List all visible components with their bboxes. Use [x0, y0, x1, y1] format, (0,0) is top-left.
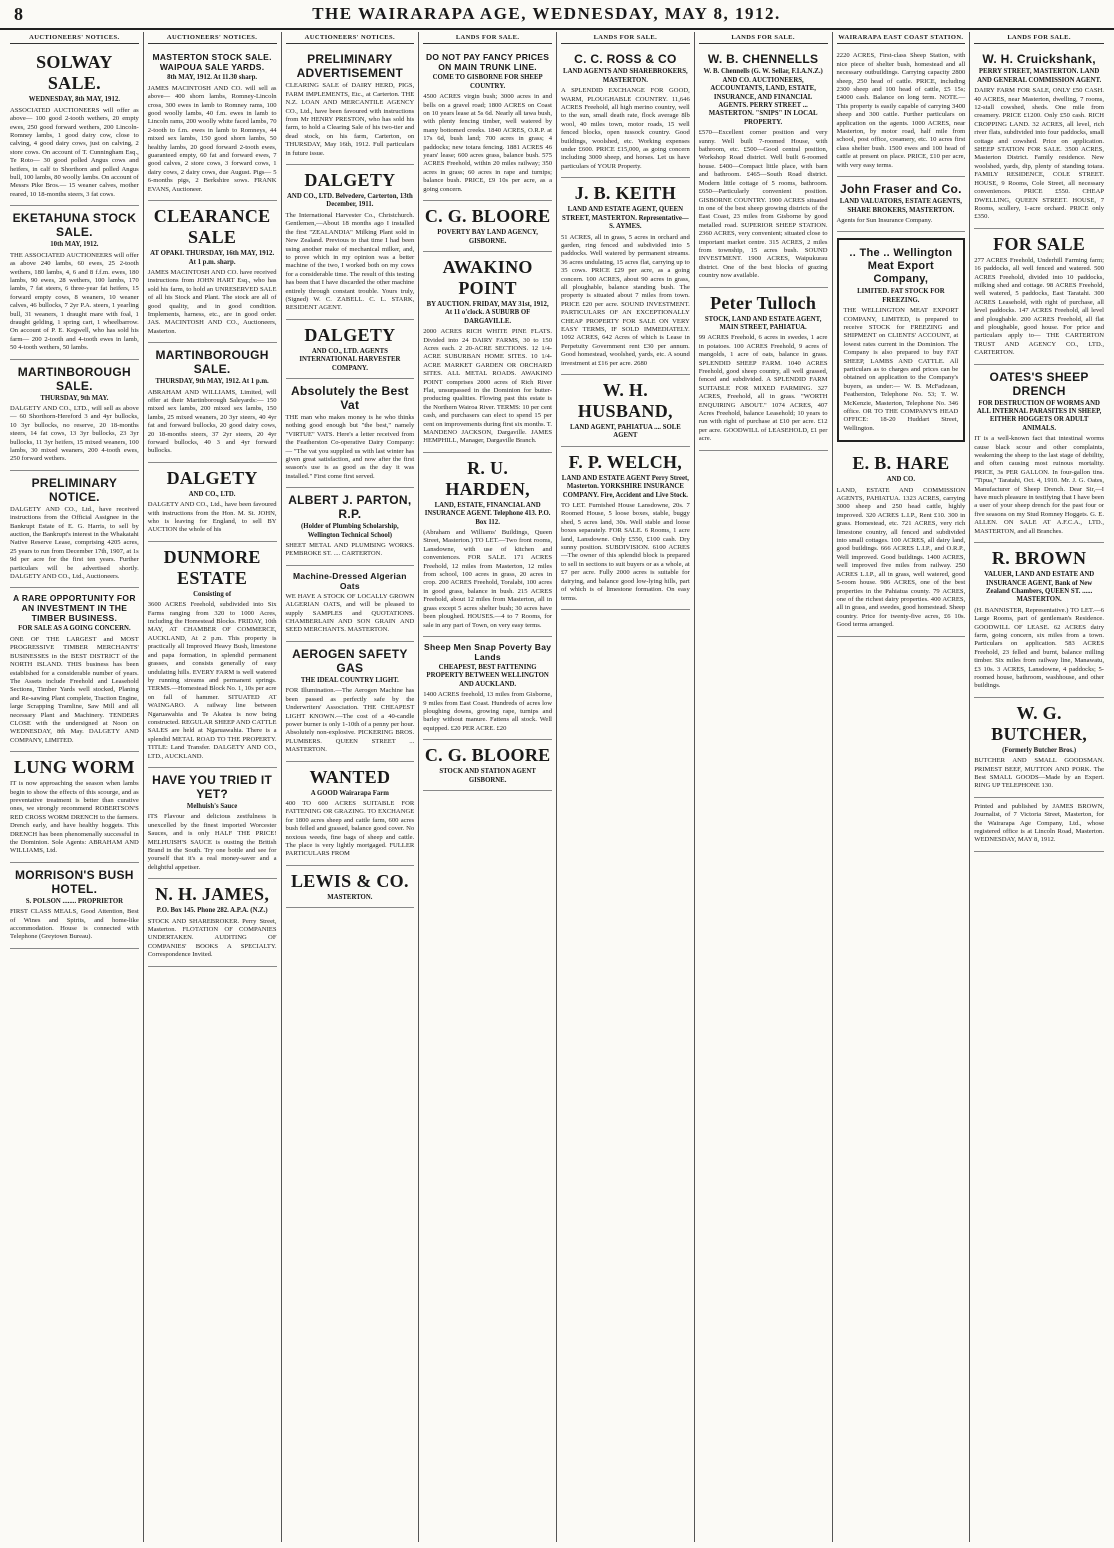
ad-body: DALGETY AND CO., Ltd., have been favoured with instructions from the Hon. M. St. JOHN, who is leaving for England, to sell BY AUCTION the whole of his: [147, 501, 277, 534]
ad-subtitle: LAND VALUATORS, ESTATE AGENTS, SHARE BROKERS, MASTERTON.: [839, 198, 962, 214]
advertisement: [974, 543, 1104, 698]
ad-subtitle: BY AUCTION. FRIDAY, MAY 31st, 1912, At 11 o'clock. A SUBURB OF DARGAVILLE.: [426, 300, 549, 325]
advertisement: [148, 343, 277, 463]
page-number: 8: [14, 3, 23, 24]
advertisement: [10, 206, 139, 359]
advertisement: [10, 863, 139, 949]
column-8: [970, 32, 1108, 1542]
column-heading: LANDS FOR SALE.: [561, 32, 690, 44]
advertisement: [423, 47, 552, 201]
ad-subtitle: VALUER, LAND AND ESTATE AND INSURANCE AGENT, Bank of New Zealand Chambers, QUEEN ST. ...... MASTERTON.: [984, 571, 1095, 604]
ad-body: DAIRY FARM FOR SALE, ONLY £50 CASH. 40 ACRES, near Masterton, dwelling, 7 rooms, 12-stall cowshed, sheds. One mile from creamery. PRICE £1200. Only £50 cash. RICH CROPPING LAND. 32 ACRES, all level, rich river flats, subdivided into four paddocks, small cottage and cowshed. Price on application. SHEEP STATION FOR SALE. 3500 ACRES, Masterton District. Family residence. New woolshed, yards, dip, plenty of standing totara. FAMILY RESIDENCE, COLE STREET. HOUSE, 9 Rooms, Cole Street, all necessary conveniences. PRICE £550. CHEAP DWELLING, QUEEN STREET. HOUSE, 7 Rooms, scullery, 1-acre orchard. PRICE only £350.: [974, 87, 1104, 221]
column-heading: WAIRARAPA EAST COAST STATION.: [837, 32, 966, 44]
advertisement: [148, 47, 277, 201]
ad-body: 51 ACRES, all in grass, 5 acres in orchard and garden, ring fenced and subdivided into 5 paddocks. Well watered by permanent streams. 36 acres undulating, 15 acres flat, carrying up to 35 cows. PRICE £29 per acre, as a going concern. 100 ACRES, about 90 acres in grass, all ploughable, balance standing bush. The property is situated about 7 miles from town. PRICE £20 per acre. SOUND INVESTMENT. PARTICULARS OF AN EXCEPTIONALLY CHEAP PROPERTY FOR SALE ON VERY EASY TERMS, IF SOLD IMMEDIATELY. 1092 ACRES, 642 Acres of which is Lease in Perpetuity Government rent £30 per annum. Good homestead, woolshed, yards, etc. A sound investment at £16 per acre. 2680: [561, 233, 690, 367]
ad-body: FIRST CLASS MEALS, Good Attention, Best of Wines and Spirits, and home-like accommodation. House is connected with Telephone (Greytown Bureau).: [10, 908, 139, 941]
ad-body: ASSOCIATED AUCTIONEERS will offer as above— 100 good 2-tooth wethers, 20 empty ewes, 250 good forward wethers, 200 Lincoln-Romney lambs, 1 good dairy cow, close to calving, 4 good dairy cows, just on calving, 2 store cows. On account of T. Cunningham Esq., Te Roto— 30 good polled Angus cows and heifers, in calf to Shorthorn and polled Angus bull, 100 lambs, 80 woolly lambs. On account of Messrs Pike Bros.— 15 weaner calves, mother reared, 10 18-months steers, 3 fat cows.: [10, 106, 139, 198]
ad-body: 1400 ACRES freehold, 13 miles from Gisborne, 9 miles from East Coast. Hundreds of acres low ploughing downs, growing rape, turnips and barley without manure. Fattens all stock. Well equipped. £20 PER ACRE. £20: [423, 691, 552, 732]
ad-subtitle: STOCK AND STATION AGENT GISBORNE.: [439, 768, 536, 784]
ad-title: MORRISON'S BUSH HOTEL.: [15, 867, 134, 896]
ad-subtitle: THURSDAY, 9th MAY.: [40, 394, 109, 402]
advertisement: [148, 542, 277, 768]
advertisement: [561, 47, 690, 178]
ad-body: 4500 ACRES virgin bush; 3000 acres in and bells on a gravel road; 1800 ACRES on Coast on 10 years lease at 5s 6d. Nearly all tawa bush, with plenty fencing timber, well watered by many bottomed creeks. 1840 ACRES, O.R.P. at 17s 6d, bush land; 700 acres in grass; 4 paddocks; new totara fencing. 1881 ACRES 46 years' lease; 600 acres grass, balance bush. 575 ACRES Freehold, within 20 miles railway; 350 acres in grass; 60 acres in rape and turnips; balance bush. PRICE, £9 10s per acre, as a going concern.: [423, 93, 552, 193]
ad-subtitle: LAND AGENTS AND SHAREBROKERS, MASTERTON.: [563, 68, 688, 84]
ad-body: STOCK AND SHAREBROKER. Perry Street, Masterton. FLOTATION OF COMPANIES UNDERTAKEN. AUDITING OF COMPANIES' BOOKS A SPECIALTY. Correspondence Invited.: [147, 917, 277, 959]
ad-subtitle: LAND AND ESTATE AGENT, QUEEN STREET, MASTERTON. Representative—S. AYMES.: [562, 206, 689, 231]
ad-body: BUTCHER AND SMALL GOODSMAN. PRIMEST BEEF, MUTTON AND PORK. The Best SMALL GOODS—Made by an Expert. RING UP TELEPHONE 130.: [974, 757, 1104, 790]
column-7: [833, 32, 971, 1542]
ad-title: DALGETY: [304, 170, 396, 191]
ad-body: THE man who makes money is he who thinks nothing good enough but "the best," namely "VIRTUE" VATS. Here's a letter received from the Featherston Co-operative Dairy Company:— "The vat you supplied us with last winter has given great satisfaction, and now after the first season's use is as good as the day it was installed." First come first served.: [285, 413, 415, 480]
ad-subtitle: COME TO GISBORNE FOR SHEEP COUNTRY.: [432, 74, 543, 90]
ad-title: J. B. KEITH: [574, 183, 677, 204]
advertisement: [10, 588, 139, 752]
newspaper-columns: [6, 32, 1108, 1542]
ad-title: W. H. Cruickshank,: [982, 52, 1096, 67]
masthead: [0, 0, 1114, 30]
advertisement: [148, 879, 277, 966]
advertisement: [148, 463, 277, 542]
ad-subtitle: Melhuish's Sauce: [186, 802, 238, 810]
ad-body: LAND, ESTATE AND COMMISSION AGENTS, PAHIATUA. 1323 ACRES, carrying 3000 sheep and 250 head cattle, highly improved. 320 ACRES L.I.P., Rent £10. 300 in grass. Homestead, etc. 721 ACRES, very rich limestone country, all fenced and subdivided into small cottages. 100 ACRES, all dairy land, good buildings. 666 ACRES L.I.P., and O.R.P., Well improved. Good buildings. 1400 ACRES, well improved five miles from railway. 250 ACRES L.I.P., all in grass, well watered, good 5-room house. 986 ACRES, one of the best properties in the Pahiatua county. 79 ACRES, one of the richest dairy properties. 400 ACRES, all in grass, and swedes, good homestead. Sheep country. Price for twenty-five acres, £6 10s. Good terms arranged.: [836, 486, 966, 629]
ad-subtitle: AND CO., LTD. Belvedere, Carterton, 13th December, 1911.: [287, 193, 413, 209]
ad-body: THE ASSOCIATED AUCTIONEERS will offer as above 240 lambs, 60 ewes, 25 2-tooth wethers, 180 lambs, 4, 6 and 8 f.f.m. ewes, 180 lambs, 90 ewes, 28 wethers, 100 lambs, 170 lambs, 7 fat steers, 6 three-year fat heifers, 15 forward empty cows, 8 weaners, 10 weaner calves, 46 bullocks, 7 2yr P.A. steers, 1 yearling bull, 31 weaners, 1 draught mare with foal, 1 draught gelding, 1 spring cart, 1 wheelbarrow. On account of P. E. Kegwell, who has sold his farm— 200 2-tooth and 4-tooth ewes in lamb, 50 4-tooth wethers, 50 lambs.: [10, 251, 139, 352]
ad-subtitle: 8th MAY, 1912. At 11.30 sharp.: [167, 74, 258, 82]
ad-title: OATES'S SHEEP DRENCH: [989, 369, 1089, 398]
ad-title: W. B. CHENNELLS: [707, 52, 819, 67]
advertisement: [286, 165, 415, 320]
advertisement: [561, 375, 690, 447]
column-4: [419, 32, 557, 1542]
advertisement: [974, 698, 1104, 798]
newspaper-title: THE WAIRARAPA AGE, WEDNESDAY, MAY 8, 1912.: [312, 4, 781, 23]
ad-title: MARTINBOROUGH SALE.: [17, 364, 131, 393]
ad-title: F. P. WELCH,: [568, 451, 683, 472]
column-heading: AUCTIONEERS' NOTICES.: [148, 32, 277, 44]
ad-title: A RARE OPPORTUNITY FOR AN INVESTMENT IN THE TIMBER BUSINESS.: [12, 593, 136, 624]
advertisement: [423, 252, 552, 453]
column-2: [144, 32, 282, 1542]
ad-body: ITS Flavour and delicious zestfulness is unexcelled by the finest imported Worcester Sauces, and is only HALF THE PRICE! MELHUISH'S SAUCE is ousting the British Brand in the South. Try one bottle and see for yourself that it's a real money-saver and a delightful appetiser.: [147, 813, 277, 871]
ad-title: W. G. BUTCHER,: [991, 702, 1088, 744]
advertisement: [837, 177, 966, 232]
ad-title: R. U. HARDEN,: [445, 457, 530, 499]
ad-subtitle: (Holder of Plumbing Scholarship, Wellington Technical School): [301, 523, 399, 539]
column-heading: LANDS FOR SALE.: [974, 32, 1104, 44]
ad-subtitle: Consisting of: [193, 590, 232, 598]
ad-subtitle: LIMITED. FAT STOCK FOR FREEZING.: [857, 288, 945, 304]
ad-subtitle: AT OPAKI. THURSDAY, 16th MAY, 1912. At 1 p.m. sharp.: [150, 250, 275, 266]
advertisement: [974, 229, 1104, 365]
ad-subtitle: THE IDEAL COUNTRY LIGHT.: [300, 676, 399, 684]
advertisement: [423, 740, 552, 791]
ad-subtitle: PERRY STREET, MASTERTON. LAND AND GENERAL COMMISSION AGENT.: [977, 68, 1102, 84]
advertisement: [286, 488, 415, 566]
ad-title: John Fraser and Co.: [840, 182, 962, 197]
ad-body: FOR Illumination.—The Aerogen Machine has been passed as perfectly safe by the Underwriters' Association. THE CHEAPEST LIGHT KNOWN.—The cost of a 40-candle power burner is only 1-10th of a penny per hour. Absolutely non-explosive. PICKERING BROS. PLUMBERS. QUEEN STREET ... MASTERTON.: [285, 687, 415, 754]
ad-title: EKETAHUNA STOCK SALE.: [12, 211, 137, 240]
ad-title: ALBERT J. PARTON, R.P.: [288, 493, 412, 522]
ad-subtitle: WEDNESDAY, 8th MAY, 1912.: [28, 96, 120, 104]
ad-title: Sheep Men Snap Poverty Bay Lands: [423, 641, 552, 662]
ad-subtitle: S. POLSON ........ PROPRIETOR: [25, 897, 124, 905]
ad-subtitle: A GOOD Wairarapa Farm: [310, 789, 389, 797]
ad-subtitle: W. B. Chennells (G. W. Sellar, F.I.A.N.Z.) AND CO. AUCTIONEERS, ACCOUNTANTS, LAND, ESTATE, INSURANCE, AND FINANCIAL AGENTS. PERRY STREET ... MASTERTON. "SNIPS" IN LOCAL PROPERTY.: [703, 68, 823, 126]
ad-body: THE WELLINGTON MEAT EXPORT COMPANY, LIMITED, is prepared to receive STOCK for FREEZING and SHIPMENT on CLIENTS' ACCOUNT, at lowest rates current in the Dominion. The Company is also prepared to buy FAT SHEEP, LAMBS AND CATTLE. All particulars as to charges and prices can be obtained on application to the Company's buyers, as under:— W. B. McFadzean, Featherston, Telephone No. 53; T. W. McKenzie, Masterton, Telephone No. 346 office. OR TO THE COMPANY'S HEAD OFFICE: 18-20 Huddart Street, Wellington.: [843, 307, 959, 432]
advertisement: [148, 201, 277, 343]
ad-title: E. B. HARE: [852, 453, 950, 474]
ad-body: CLEARING SALE of DAIRY HERD, PIGS, FARM IMPLEMENTS, Etc., at Carterton. THE N.Z. LOAN AND MERCANTILE AGENCY CO., Ltd., have been favoured with instructions from Mr HENRY PRESTON, who has sold his farm, to hold a Clearing Sale of his two-tier and dead stock, on his farm, Carterton, on THURSDAY, May 16th, 1912. Full particulars in future issue.: [285, 82, 415, 157]
ad-subtitle: FOR DESTRUCTION OF WORMS AND ALL INTERNAL PARASITES IN SHEEP, EITHER HOGGETS OR ADULT ANIMALS.: [976, 399, 1102, 432]
advertisement: [974, 47, 1104, 228]
column-heading: LANDS FOR SALE.: [699, 32, 828, 44]
ad-subtitle: LAND AND ESTATE AGENT Perry Street, Masterton. YORKSHIRE INSURANCE COMPANY. Fire, Accident and Live Stock.: [561, 474, 689, 499]
ad-body: (H. BANNISTER, Representative.) TO LET.—6 Large Rooms, part of gentleman's Residence. GOODWILL OF LEASE. 62 ACRES dairy farm, going concern, six miles from a town. Particulars on application. 583 ACRES Freehold, 23 felled and burnt, balance milling timber. Six miles from railway line, Manawatu, £3 10s. 3 ACRES, Lansdowne, 4 paddocks; 5-roomed house, bathroom, washhouse, and other buildings.: [974, 606, 1104, 690]
advertisement: [286, 866, 415, 908]
advertisement: [837, 47, 966, 177]
ad-title: DO NOT PAY FANCY PRICES ON MAIN TRUNK LINE.: [425, 52, 550, 73]
ad-subtitle: THURSDAY, 9th MAY, 1912. At 1 p.m.: [155, 378, 269, 386]
ad-body: 277 ACRES Freehold, Underhill Farming farm; 16 paddocks, all well fenced and watered. 500 ACRES Freehold, divided into 10 paddocks, milking shed and cottage. 98 ACRES Freehold, well watered, 5 paddocks, East Taratahi. 300 ACRES Leasehold, with right of purchase, all level paddocks. 147 ACRES Freehold, all level and ploughable. 200 ACRES Freehold, all flat and ploughable, good house. For price and particulars apply to— THE CARTERTON TRUST AND AGENCY CO., LTD., CARTERTON.: [974, 256, 1104, 357]
advertisement: [837, 448, 966, 636]
ad-title: SOLWAY SALE.: [36, 52, 113, 94]
ad-title: DALGETY: [166, 467, 258, 488]
advertisement: [974, 365, 1104, 544]
ad-body: IT is a well-known fact that intestinal worms cause black scour and other complaints, weakening the sheep to the last stage of debility, and often causing most ruinous mortality. PRICE, 3s PER GALLON. In four-gallon tins. "Tipua," Taratahi, Oct. 4, 1910. Mr. J. G. Oates, Manufacturer of Sheep Drench. Dear Sir,—I have much pleasure in testifying that I have been a user of your sheep drench for the past four or five seasons on my Stud Romney Hoggets. G. E. ALLEN. ON SALE AT A.F.C.A., LTD., MASTERTON, and all Branches.: [974, 435, 1104, 535]
ad-body: The International Harvester Co., Christchurch. Gentlemen,—About 18 months ago I installed the first "ZEALANDIA" Milking Plant sold in New Zealand. Previous to that time I had been using another make of mechanical milker, and, to prove which in my opinion was a better machine of the two, I worked both on my cows for a considerable time. The result of this testing has been that I have discarded the other machine entirely through constant trouble. Yours truly, (Signed) W. C. ZABELL. C. L. STARK, RESIDENT AGENT.: [285, 211, 415, 312]
ad-body: ONE OF THE LARGEST and MOST PROGRESSIVE TIMBER MERCHANTS' BUSINESSES in the BEST DISTRICT of the NORTH ISLAND. THIS business has been established for a considerable number of years. The Assets include Freehold and Leasehold Sections, Timber Yards well stocked, Planing and Re-sawing Plant complete, Traction Engine, large Scrapping Tramline, Saw Mill and all necessary Plant and Machinery. TENDERS CLOSE with the undersigned at Noon on WEDNESDAY, 8th May. DALGETY AND COMPANY, LIMITED.: [10, 635, 139, 744]
advertisement: [286, 379, 415, 488]
ad-body: ABRAHAM AND WILLIAMS, Limited, will offer at their Martinborough Saleyards:— 150 mixed sex lambs, 200 mixed sex lambs, 150 lambs, 25 mixed weaners, 20 3yr steers, 40 4yr fat and forward bullocks, 20 good dairy cows, 20 18-months steers, 37 2yr steers, 20 4yr forward bullocks, 40 3 and 4yr forward bullocks.: [147, 388, 277, 455]
column-5: [557, 32, 695, 1542]
ad-body: 99 ACRES Freehold, 6 acres in swedes, 1 acre in potatoes. 100 ACRES Freehold, 9 acres of mangolds, 1 acre of oats, balance in grass. SPLENDID SHEEP FARM. 1040 ACRES Freehold, good sheep country, all well grassed, fenced and subdivided. A SPLENDID FARM SUITABLE FOR MIXED FARMING. 327 ACRES, Freehold, all in grass. "WORTH ENQUIRING ABOUT." 1074 ACRES, 407 Acres Freehold, balance Leasehold; 10 years to run with right of purchase at £10 per acre. £12 per acre. GOODWILL of LEASEHOLD, £1 per acre.: [698, 334, 828, 443]
advertisement: [286, 320, 415, 379]
ad-body: TO LET. Furnished House Lansdowne, 20s. 7 Roomed House, 5 loose boxes, stable, buggy shed, 5 acres land, 30s. Well stable and loose boxes separately. FOR SALE. 6 Rooms, 1 acre land, Lansdowne. Only £550, £100 cash. Dry sunny position. SUBDIVISION. 6100 ACRES—The owner of this splendid block is prepared to sell in sections to suit buyers or as a whole, at £7 per acre. Fully 2000 acres is suitable for dairying, and balance good low-lying hills, part of which is of limestone formation. On easy terms.: [561, 502, 690, 602]
advertisement: [561, 447, 690, 610]
ad-title: Machine-Dressed Algerian Oats: [293, 570, 407, 591]
ad-title: C. C. ROSS & CO: [574, 52, 677, 67]
ad-subtitle: STOCK, LAND AND ESTATE AGENT, MAIN STREET, PAHIATUA.: [704, 315, 822, 331]
ad-title: DUNMORE ESTATE: [163, 546, 261, 588]
advertisement: [10, 47, 139, 206]
advertisement: [148, 768, 277, 879]
ad-subtitle: LAND AGENT, PAHIATUA .... SOLE AGENT: [569, 424, 681, 440]
ad-subtitle: P.O. Box 145. Phone 282. A.P.A. (N.Z.): [156, 907, 268, 915]
ad-body: IT is now approaching the season when lambs begin to show the effects of this scourge, and as preventative treatment is better than curative ones, we strongly recommend ROBERTSON'S RED CROSS WORM DRENCH to the farmers. Drench early, and have healthy hoggets. This DRENCH has been phenomenally successful in the Dominion. Sole Agents: ABRAHAM AND WILLIAMS, Ltd.: [10, 780, 139, 855]
ad-body: (Abraham and Williams' Buildings, Queen Street, Masterton.) TO LET.—Two front rooms, Lansdowne, with use of kitchen and conveniences. FOR SALE. 171 ACRES Freehold, 12 miles from Masterton, 12 miles from school, 100 acres in grass, 20 acres in crop. 200 ACRES Freehold, Toralabi, 100 acres in good grass, balance in bush. 215 ACRES Freehold, about 12 miles from Masterton, all in grass except 5 acres shelter bush; 30 acres have been ploughed. HOUSES.—4 to 7 Rooms, for sale in any part of Town, on very easy terms.: [423, 529, 552, 629]
ad-title: AWAKINO POINT: [442, 256, 533, 298]
advertisement: [10, 471, 139, 589]
column-heading: AUCTIONEERS' NOTICES.: [10, 32, 139, 44]
ad-title: PRELIMINARY ADVERTISEMENT: [296, 52, 404, 81]
ad-title: FOR SALE: [993, 233, 1086, 254]
advertisement: [10, 360, 139, 471]
ad-body: JAMES MACINTOSH AND CO. have received instructions from JOHN HART Esq., who has sold his farm, to hold an UNRESERVED SALE of all his Stock and Plant. The stock are all of good quality, and in good condition. Implements, harness, etc., are in good order. JAS. MACINTOSH AND CO., Auctioneers, Masterton.: [147, 268, 277, 335]
column-heading: LANDS FOR SALE.: [423, 32, 552, 44]
ad-title: CLEARANCE SALE: [153, 206, 271, 248]
ad-subtitle: AND CO.: [886, 476, 916, 484]
ad-title: W. H. HUSBAND,: [577, 380, 673, 421]
advertisement: [10, 752, 139, 863]
ad-title: .. The .. Wellington Meat Export Company,: [849, 247, 953, 286]
advertisement: [561, 178, 690, 375]
ad-subtitle: MASTERTON.: [327, 893, 373, 901]
ad-subtitle: FOR SALE AS A GOING CONCERN.: [18, 625, 131, 633]
ad-body: JAMES MACINTOSH AND CO. will sell as above— 400 shorn lambs, Romney-Lincoln cross, 300 ewes in lamb to Romney rams, 100 good woolly lambs, 40 f.m. ewes in lamb to Lincoln rams, 200 woolly white faced lambs, 70 2-tooth to f.m. ewes in lamb to Romneys, 44 mixed sex lambs, 150 good shorn lambs, 50 healthy lambs, 20 good forward 2-tooth ewes, guaranteed empty, 60 fat and forward ewes, 7 good calves, 2 store cows, 3 forward cows, 1 dairy cows, 2 dairy cows, due August. Pigs— 5 6-months pigs, 2 Berkshire sows. FRANK EVANS, Auctioneer.: [147, 84, 277, 193]
ad-body: 400 TO 600 ACRES SUITABLE FOR FATTENING OR GRAZING. TO EXCHANGE for 1800 acres sheep and cattle farm, 600 acres bush felled and grassed, balance good cover. No noxious weeds, fine bags of sheep and cattle. The place is very lightly mortgaged. FULLER PARTICULARS FROM: [285, 799, 415, 858]
ad-title: MARTINBOROUGH SALE.: [155, 348, 269, 377]
ad-body: DALGETY AND CO., Ltd., have received instructions from the Official Assignee in the Bankrupt Estate of E. G. Harris, to sell by auction, the Bankrupt's interest in the Whakatahi Native Reserve Lease, comprising 4205 acres, 25 years to run from December 17th, 1907, at 1s 9d per acre for the first ten years. Further particulars will be advertised shortly. DALGETY AND CO., Ltd., Auctioneers.: [10, 505, 139, 581]
ad-subtitle: POVERTY BAY LAND AGENCY, GISBORNE.: [437, 229, 538, 245]
ad-subtitle: LAND, ESTATE, FINANCIAL AND INSURANCE AGENT. Telephone 413. P.O. Box 112.: [424, 501, 551, 526]
column-3: [282, 32, 420, 1542]
ad-subtitle: AND CO., LTD. AGENTS INTERNATIONAL HARVESTER COMPANY.: [299, 347, 401, 372]
column-6: [695, 32, 833, 1542]
ad-body: 2220 ACRES, First-class Sheep Station, with nice piece of shelter bush, homestead and all necessary outbuildings. Carrying capacity 2800 sheep, 250 head of cattle. PRICE, including 2300 sheep and 100 head of cattle, £5 15s; £4000 cash. Balance on long term. NOTE.—This property is easily capable of carrying 3400 sheep and 300 cattle. Further particulars on application on the agents. 1000 ACRES, near Masterton, by motor road, half mile from school, post office, creamery, etc. 10 acres first class shelter bush. 1500 ewes and 100 head of cattle at present on place. PRICE, £10 per acre, with very easy terms.: [836, 52, 966, 169]
ad-subtitle: (Formerly Butcher Bros.): [1002, 746, 1077, 754]
advertisement: [286, 47, 415, 165]
ad-title: C. G. BLOORE: [424, 206, 551, 227]
ad-subtitle: CHEAPEST, BEST FATTENING PROPERTY BETWEEN WELLINGTON AND AUCKLAND.: [426, 663, 549, 688]
ad-title: R. BROWN: [991, 548, 1087, 569]
advertisement: [699, 47, 828, 287]
ad-body: 3600 ACRES Freehold, subdivided into Six Farms ranging from 320 to 1000 Acres, including the Homestead Blocks. FRIDAY, 10th MAY, AT CHAMBER OF COMMERCE, AUCKLAND, At 2 p.m. This property is practically all Improved Heavy Bush, limestone and papa formation, in splendid permanent grasses, and consists generally of easy undulating hills. EVERY FARM is well watered by running streams and permanent springs. TERMS.—Homestead Block No. 1, 10s per acre on fall of hammer. SITUATED AT WAINGARO. A railway line between Ngaruawahia and Te Akatea is now being constructed. REGULAR SHEEP AND CATTLE SALES are held at Ngaruawahia. There is a splendid METAL ROAD TO THE PROPERTY. TITLE: Land Transfer. DALGETY AND CO., LTD., AUCKLAND.: [147, 601, 277, 760]
ad-body: 2000 ACRES RICH WHITE PINE FLATS. Divided into 24 DAIRY FARMS, 30 to 150 Acres each. 2 20-ACRE SECTIONS. 12 1/4-ACRE SUBURBAN HOME SITES. 10 1/4-ACRE MARKET GARDEN OR ORCHARD SITES. ALL METAL ROADS. AWAKINO POINT comprises 2000 acres of Rich River Flat, unsurpassed in the Dominion for butter-producing qualities. Flowing past this estate is the Northern Wairoa River. TERMS: 10 per cent cash, and purchasers can elect to spend 15 per cent on improvements during first six months. T. MANDENO JACKSON, Dargaville. JAMES HEMPHILL, Manager, Dargaville Branch.: [423, 328, 552, 445]
ad-title: PRELIMINARY NOTICE.: [31, 475, 118, 504]
ad-title: N. H. JAMES,: [155, 884, 270, 905]
ad-title: Absolutely the Best Vat: [291, 383, 409, 412]
ad-body: Agents for Sun Insurance Company.: [836, 216, 933, 224]
advertisement: [286, 762, 415, 866]
ad-title: AEROGEN SAFETY GAS: [292, 646, 408, 675]
ad-subtitle: 10th MAY, 1912.: [50, 241, 99, 249]
column-heading: AUCTIONEERS' NOTICES.: [286, 32, 415, 44]
ad-body: DALGETY AND CO., LTD., will sell as above— 60 Shorthorn-Hereford 3 and 4yr bullocks, 10 3yr bullocks, no reserve, 20 18-months steers, 14 fat cows, 13 3yr bullocks, 23 3yr bullocks, 11 3yr heifers, 15 mixed weaners, 100 lambs, 30 mixed weaners, 200 4-tooth ewes, 250 forward wethers.: [10, 404, 139, 463]
ad-body: A SPLENDID EXCHANGE FOR GOOD, WARM, PLOUGHABLE COUNTRY. 11,646 ACRES Freehold, all high merino country, well to the sun, small death rate, flock average 8lb wool, 40 miles town, motor roads, 15 well fenced blocks, open tussock country. Good buildings, woolshed, etc. Working expenses under £600. PRICE £15,000, as going concern including 3000 sheep, and horses. Let us have particulars of YOUR Property.: [561, 87, 690, 170]
ad-title: MASTERTON STOCK SALE. WAIPOUA SALE YARDS.: [152, 52, 272, 73]
column-1: [6, 32, 144, 1542]
ad-title: DALGETY: [304, 324, 396, 345]
ad-body: WE HAVE A STOCK OF LOCALLY GROWN ALGERIAN OATS, and will be pleased to supply SAMPLES and QUOTATIONS. CHAMBERLAIN AND SON GRAIN AND SEED MERCHANTS. MASTERTON.: [285, 592, 415, 634]
ad-title: LEWIS & CO.: [290, 870, 409, 891]
ad-body: £570—Excellent corner position and very sunny. Well built 7-roomed House, with bathroom, etc. £500—Good central position, Workshop Road district. Well built 6-roomed house. £400—Compact little place, with barn and bathroom. £465—South Road district. Modern little cottage of 5 rooms, bathroom. £650—Particularly convenient position. GISBORNE COUNTRY. 1900 ACRES situated in one of the best sheep growing districts of the East Coast, 23 miles from Gisborne by good metalled road. SUPERIOR SHEEP STATION. 2360 ACRES, very convenient; situated close to important market centre. 315 ACRES, 2 miles from township, 15 acres bush. SOUND INVESTMENT. 1900 ACRES, Waipukurau district. One of the best blocks of grazing country now available.: [698, 129, 828, 280]
ad-subtitle: AND CO., LTD.: [188, 490, 236, 498]
advertisement: [974, 798, 1104, 852]
advertisement: [423, 453, 552, 637]
advertisement: [423, 201, 552, 252]
advertisement: [699, 288, 828, 451]
ad-body: Printed and published by JAMES BROWN, Journalist, of 7 Victoria Street, Masterton, for the Wairarapa Age Company, Ltd., whose registered office is at Lincoln Road, Masterton. WEDNESDAY, MAY 8, 1912.: [974, 802, 1104, 844]
ad-body: SHEET METAL AND PLUMBING WORKS. PEMBROKE ST. .... CARTERTON.: [285, 542, 415, 558]
ad-title: Peter Tulloch: [710, 292, 817, 313]
advertisement: [423, 637, 552, 740]
ad-title: C. G. BLOORE: [424, 745, 551, 766]
advertisement: [286, 566, 415, 642]
ad-title: WANTED: [309, 766, 391, 787]
advertisement: [286, 642, 415, 762]
ad-title: HAVE YOU TRIED IT YET?: [152, 772, 273, 801]
ad-title: LUNG WORM: [13, 757, 135, 778]
advertisement: [837, 238, 966, 442]
